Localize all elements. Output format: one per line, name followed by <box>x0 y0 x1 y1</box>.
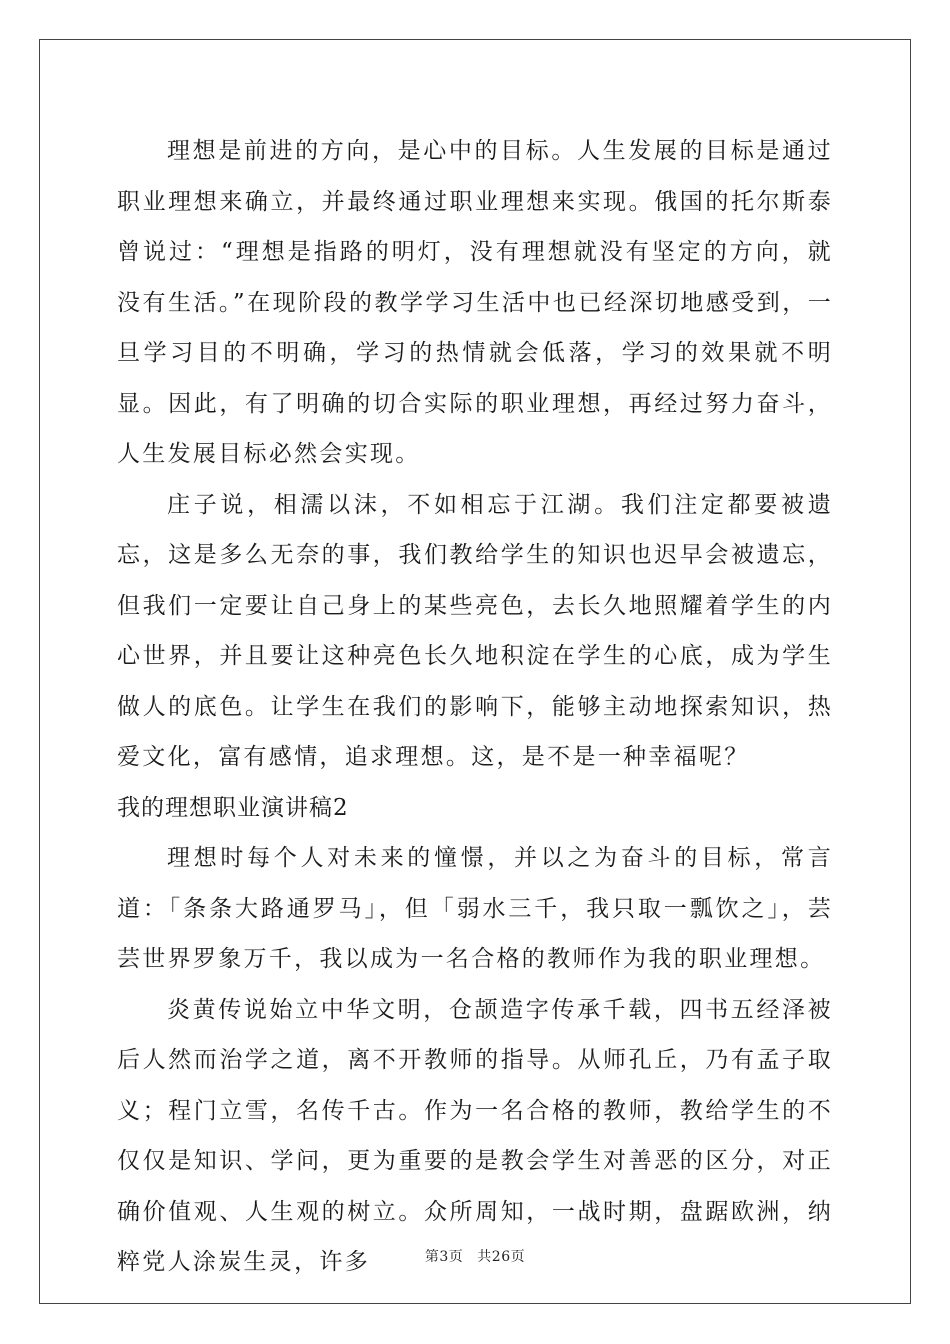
page-number: 第3页 <box>424 1249 464 1265</box>
document-body <box>117 126 833 1288</box>
page-footer <box>0 1246 950 1266</box>
paragraph-yanhuang: 炎黄传说始立中华文明，仓颉造字传承千载，四书五经泽被后人然而治学之道，离不开教师的指导。从师孔丘，乃有孟子取义；程门立雪，名传千古。作为一名合格的教师，教给学生的不仅仅是知识、学问，更为重要的是教会学生对善恶的区分，对正确价值观、人生观的树立。众所周知，一战时期，盘踞欧洲，纳粹党人涂炭生灵，许多 <box>117 996 833 1275</box>
section-heading: 我的理想职业演讲稿2 <box>117 794 349 821</box>
paragraph-ideal-aspiration: 理想时每个人对未来的憧憬，并以之为奋斗的目标，常言道：「条条大路通罗马」，但「弱水三千，我只取一瓢饮之」，芸芸世界罗象万千，我以成为一名合格的教师作为我的职业理想。 <box>117 845 833 972</box>
paragraph-ideal-direction: 理想是前进的方向，是心中的目标。人生发展的目标是通过职业理想来确立，并最终通过职业理想来实现。俄国的托尔斯泰曾说过：“理想是指路的明灯，没有理想就没有坚定的方向，就没有生活。”在现阶段的教学学习生活中也已经深切地感受到，一旦学习目的不明确，学习的热情就会低落，学习的效果就不明显。因此，有了明确的切合实际的职业理想，再经过努力奋斗，人生发展目标必然会实现。 <box>117 138 833 467</box>
page-total: 共26页 <box>477 1249 526 1265</box>
paragraph-zhuangzi: 庄子说，相濡以沫，不如相忘于江湖。我们注定都要被遗忘，这是多么无奈的事，我们教给学生的知识也迟早会被遗忘，但我们一定要让自己身上的某些亮色，去长久地照耀着学生的内心世界，并且要让这种亮色长久地积淀在学生的心底，成为学生做人的底色。让学生在我们的影响下，能够主动地探索知识，热爱文化，富有感情，追求理想。这，是不是一种幸福呢？ <box>117 491 833 770</box>
